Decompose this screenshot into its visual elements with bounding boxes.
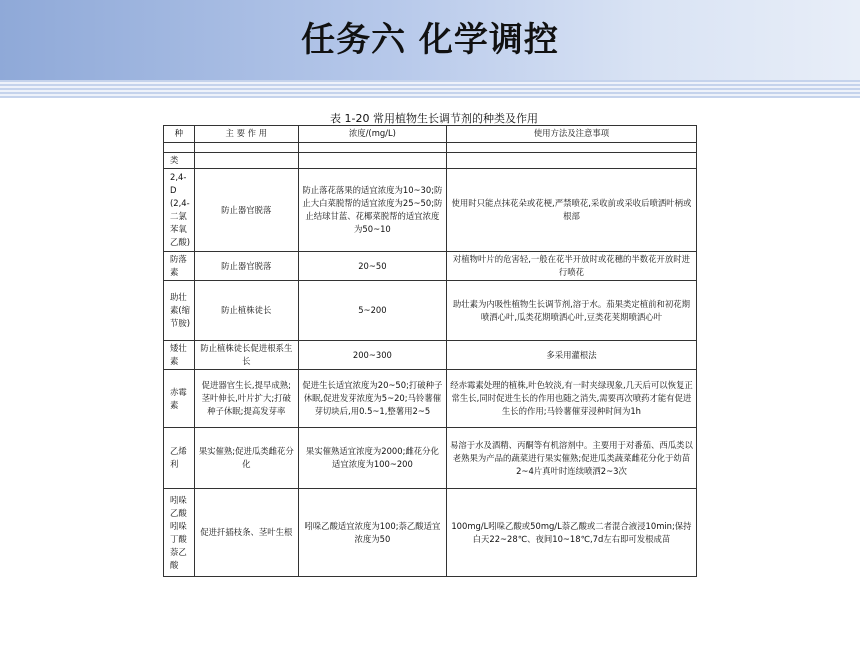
table-row: [164, 489, 697, 577]
header-usage: 使用方法及注意事项: [446, 126, 696, 143]
cell-kind: 助壮素(缩节胺): [164, 281, 195, 341]
table-header-continuation-row: [164, 153, 697, 169]
header-effect: 主 要 作 用: [194, 126, 298, 143]
cell-kind: 防落素: [164, 252, 195, 281]
table-row: [164, 341, 697, 370]
cell-concentration: 200~300: [298, 341, 446, 370]
cell-usage: 易溶于水及酒精、丙酮等有机溶剂中。主要用于对番茄、西瓜类以老熟果为产品的蔬菜进行果实催熟;促进瓜类蔬菜雌花分化于幼苗2~4片真叶时连续喷洒2~3次: [446, 428, 696, 489]
cell-concentration: 5~200: [298, 281, 446, 341]
cell-concentration: 20~50: [298, 252, 446, 281]
table-caption: 表 1-20 常用植物生长调节剂的种类及作用: [330, 112, 538, 125]
cell-usage: 对植物叶片的危害轻,一般在花半开放时或花穗的半数花开放时进行喷花: [446, 252, 696, 281]
cell-concentration: 防止落花落果的适宜浓度为10~30;防止大白菜脱帮的适宜浓度为25~50;防止结球甘蓝、花椰菜脱帮的适宜浓度为50~10: [298, 169, 446, 252]
table-row: [164, 252, 697, 281]
cell-usage: 经赤霉素处理的植株,叶色较淡,有一时夹绿现象,几天后可以恢复正常生长,同时促进生长的作用也随之消失,需要再次喷药才能有促进生长的作用;马铃薯催芽浸种时间为1h: [446, 370, 696, 428]
cell-effect: 促进器官生长,提早成熟;茎叶伸长,叶片扩大;打破种子休眠;提高发芽率: [194, 370, 298, 428]
table-row: [164, 281, 697, 341]
cell-concentration: 促进生长适宜浓度为20~50;打破种子休眠,促进发芽浓度为5~20;马铃薯催芽切块后,用0.5~1,整薯用2~5: [298, 370, 446, 428]
header-concentration: 浓度/(mg/L): [298, 126, 446, 143]
cell-effect: 促进扦插枝条、茎叶生根: [194, 489, 298, 577]
cell-kind: 吲哚乙酸吲哚丁酸萘乙酸: [164, 489, 195, 577]
page-title: 任务六 化学调控: [301, 20, 559, 60]
header-kind: 种: [164, 126, 195, 143]
cell-kind: 2,4-D (2,4-二氯苯氧乙酸): [164, 169, 195, 252]
table-header-row: [164, 126, 697, 143]
cell-kind: 乙烯利: [164, 428, 195, 489]
table-row: [164, 169, 697, 252]
cell-concentration: 果实催熟适宜浓度为2000;雌花分化适宜浓度为100~200: [298, 428, 446, 489]
cell-usage: 使用时只能点抹花朵或花梗,严禁喷花,采收前或采收后喷洒叶柄或根部: [446, 169, 696, 252]
table-row: [164, 428, 697, 489]
cell-usage: 助壮素为内吸性植物生长调节剂,溶于水。茄果类定植前和初花期喷洒心叶,瓜类花期喷洒心叶,豆类花荚期喷洒心叶: [446, 281, 696, 341]
cell-effect: 防止器官脱落: [194, 252, 298, 281]
cell-kind: 矮壮素: [164, 341, 195, 370]
decorative-band: [0, 80, 860, 98]
cell-effect: 果实催熟;促进瓜类雌花分化: [194, 428, 298, 489]
cell-usage: 多采用灌根法: [446, 341, 696, 370]
cell-effect: 防止植株徒长促进根系生长: [194, 341, 298, 370]
cell-concentration: 吲哚乙酸适宜浓度为100;萘乙酸适宜浓度为50: [298, 489, 446, 577]
header-kind-continuation: 类: [164, 153, 195, 169]
table-row: [164, 370, 697, 428]
cell-usage: 100mg/L吲哚乙酸或50mg/L萘乙酸或二者混合液浸10min;保持白天22~28℃、夜间10~18℃,7d左右即可发根成苗: [446, 489, 696, 577]
title-bar: [0, 0, 860, 80]
cell-effect: 防止器官脱落: [194, 169, 298, 252]
regulator-table: [163, 125, 697, 577]
cell-kind: 赤霉素: [164, 370, 195, 428]
cell-effect: 防止植株徒长: [194, 281, 298, 341]
table-gap: [164, 143, 697, 153]
